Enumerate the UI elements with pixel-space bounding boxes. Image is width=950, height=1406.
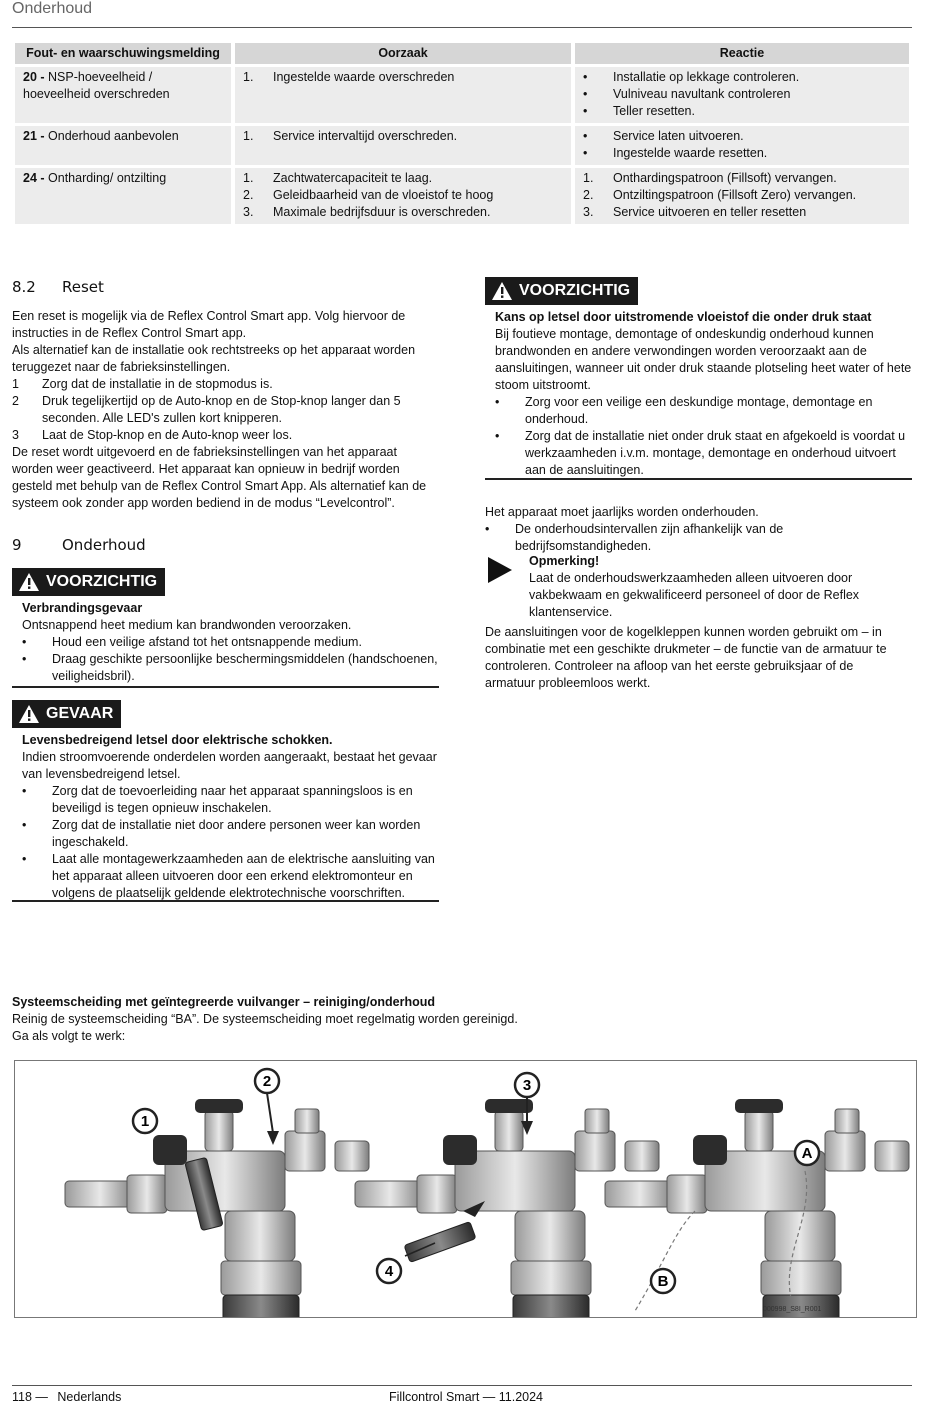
danger-items — [22, 783, 439, 902]
footer-dash: — — [35, 1390, 48, 1404]
list-item — [22, 783, 439, 817]
item-text: Maximale bedrijfsduur is overschreden. — [273, 205, 491, 219]
paragraph: Een reset is mogelijk via de Reflex Control Smart app. Volg hiervoor de instructies in de Reflex Control Smart app. — [12, 309, 406, 340]
item-text: Vulniveau navultank controleren — [613, 87, 791, 101]
item-text: Teller resetten. — [613, 104, 695, 118]
callout-label: 4 — [384, 1263, 394, 1280]
list-marker: • — [583, 104, 588, 118]
list-item — [583, 86, 901, 103]
danger-box-electric — [12, 700, 439, 902]
callout-label: B — [657, 1273, 669, 1290]
paragraph: De reset wordt uitgevoerd en de fabrieksinstellingen van het apparaat worden weer geactiveerd. Het apparaat kan opnieuw in bedrijf worden gesteld met behulp van de Reflex Control Smart App. Als alternatief kan de systeem ook zonder app worden bediend in de modus “Levelcontrol”. — [12, 445, 427, 510]
list-item — [243, 187, 563, 204]
list-item — [583, 128, 901, 145]
list-item — [583, 170, 901, 187]
bullet: • — [22, 784, 27, 798]
item-text: Ontziltingspatroon (Fillsoft Zero) vervangen. — [613, 188, 857, 202]
warning-triangle-icon — [18, 572, 40, 592]
step-number: 1 — [12, 377, 19, 391]
list-marker: 1. — [243, 70, 254, 84]
list-item — [243, 128, 563, 145]
caution-items — [22, 634, 439, 685]
step-text: Druk tegelijkertijd op de Auto-knop en de Stop-knop langer dan 5 seconden. Alle LED's zullen kort knipperen. — [42, 394, 401, 425]
error-code: 21 - — [23, 129, 45, 143]
step-number: 3 — [12, 428, 19, 442]
table-row — [15, 168, 909, 224]
caution-badge — [485, 277, 638, 305]
list-marker: 1. — [243, 129, 254, 143]
callout-label: 1 — [140, 1113, 150, 1130]
error-message: NSP-hoeveelheid / hoeveelheid overschreden — [23, 70, 170, 101]
list-marker: • — [583, 146, 588, 160]
item-text: Houd een veilige afstand tot het ontsnappende medium. — [52, 635, 362, 649]
callout-label: A — [801, 1145, 813, 1162]
item-text: Geleidbaarheid van de vloeistof te hoog — [273, 188, 494, 202]
section-title: Onderhoud — [62, 536, 146, 554]
message-cell — [15, 67, 231, 123]
section-heading-reset — [12, 279, 104, 296]
cause-cell — [235, 67, 571, 123]
item-text: Ingestelde waarde overschreden — [273, 70, 455, 84]
reset-steps — [12, 376, 427, 444]
cause-list — [243, 128, 563, 145]
paragraph: Ga als volgt te werk: — [12, 1029, 126, 1043]
bullet: • — [495, 429, 500, 443]
table-body — [15, 67, 909, 224]
note-box — [488, 553, 912, 621]
bullet: • — [485, 522, 490, 536]
bullet: • — [22, 652, 27, 666]
list-item — [243, 170, 563, 187]
error-code: 20 - — [23, 70, 45, 84]
footer-language: Nederlands — [57, 1390, 122, 1404]
callout-A — [795, 1141, 819, 1165]
step-number: 2 — [12, 394, 19, 408]
list-item — [495, 428, 912, 479]
reaction-list — [583, 128, 901, 162]
list-item — [243, 69, 563, 86]
item-text: Zorg dat de installatie niet door andere personen weer kan worden ingeschakeld. — [52, 818, 421, 849]
valve-assembly-2 — [355, 1099, 659, 1317]
arrow-right-icon — [488, 557, 512, 583]
arrow-down-icon — [267, 1131, 279, 1145]
column-header: Oorzaak — [235, 43, 571, 64]
item-text: Zachtwatercapaciteit te laag. — [273, 171, 433, 185]
footer-document: Fillcontrol Smart — 11.2024 — [389, 1390, 543, 1404]
separation-section — [12, 994, 892, 1045]
page-number: 118 — [12, 1390, 32, 1404]
ballvalve-paragraph: De aansluitingen voor de kogelkleppen kunnen worden gebruikt om – in combinatie met een geschikte drukmeter – de functie van de armatuur te controleren. Controleer na afloop van het eerste gebruiksjaar of de armatuur probleemloos werkt. — [485, 625, 887, 690]
caution-badge — [12, 568, 165, 596]
callout-label: 2 — [262, 1073, 272, 1090]
list-marker: 1. — [583, 171, 594, 185]
page-header-title: Onderhoud — [12, 0, 93, 17]
list-marker: 3. — [243, 205, 254, 219]
list-item — [22, 817, 439, 851]
list-item — [12, 427, 427, 444]
list-marker: • — [583, 70, 588, 84]
reset-body — [12, 308, 427, 512]
callout-2 — [255, 1069, 279, 1093]
caution-heading: Verbrandingsgevaar — [22, 601, 143, 615]
list-item — [22, 651, 439, 685]
annual-maintenance — [485, 504, 912, 555]
pointer-line — [267, 1093, 273, 1133]
list-marker: 2. — [583, 188, 594, 202]
item-text: Service laten uitvoeren. — [613, 129, 744, 143]
danger-heading: Levensbedreigend letsel door elektrische schokken. — [22, 733, 333, 747]
footer-left — [12, 1389, 121, 1406]
section-heading-onderhoud — [12, 537, 146, 554]
item-text: Zorg dat de toevoerleiding naar het apparaat spanningsloos is en beveiligd is tegen opnieuw inschakelen. — [52, 784, 413, 815]
reaction-cell — [575, 168, 909, 224]
danger-label: GEVAAR — [46, 705, 114, 722]
caution-box-pressure — [485, 277, 912, 480]
cause-list — [243, 170, 563, 221]
item-text: Laat alle montagewerkzaamheden aan de elektrische aansluiting van het apparaat alleen uitvoeren door een erkend elektromonteur en volgens de plaatselijk geldende elektrotechnische voorschriften. — [52, 852, 435, 900]
cause-list — [243, 69, 563, 86]
section-title: Reset — [62, 278, 104, 296]
item-text: Service uitvoeren en teller resetten — [613, 205, 807, 219]
list-item — [485, 521, 912, 555]
warning-triangle-icon — [491, 281, 513, 301]
callout-3 — [515, 1073, 539, 1097]
separation-heading: Systeemscheiding met geïntegreerde vuilvanger – reiniging/onderhoud — [12, 995, 436, 1009]
list-item — [243, 204, 563, 221]
footer-divider — [12, 1385, 912, 1386]
step-text: Zorg dat de installatie in de stopmodus is. — [42, 377, 273, 391]
list-marker: • — [583, 87, 588, 101]
caution-text: Bij foutieve montage, demontage of ondeskundig onderhoud kunnen brandwonden en andere verwondingen worden veroorzaakt aan de aansluitingen, wanneer uit onder druk staande plotseling heet water of hete stoom uitstroomt. — [495, 327, 912, 392]
list-item — [583, 187, 901, 204]
item-text: Zorg voor een veilige een deskundige montage, demontage en onderhoud. — [525, 395, 873, 426]
paragraph: Het apparaat moet jaarlijks worden onderhouden. — [485, 505, 759, 519]
item-text: De onderhoudsintervallen zijn afhankelijk van de bedrijfsomstandigheden. — [515, 522, 784, 553]
hose — [635, 1211, 695, 1311]
figure-reference: 000998_S8I_R001 — [763, 1306, 822, 1313]
list-item — [583, 69, 901, 86]
list-marker: 3. — [583, 205, 594, 219]
cause-cell — [235, 126, 571, 165]
item-text: Installatie op lekkage controleren. — [613, 70, 800, 84]
item-text: Onthardingspatroon (Fillsoft) vervangen. — [613, 171, 837, 185]
caution-text: Ontsnappend heet medium kan brandwonden veroorzaken. — [22, 618, 352, 632]
caution-heading: Kans op letsel door uitstromende vloeistof die onder druk staat — [495, 310, 872, 324]
paragraph: Als alternatief kan de installatie ook rechtstreeks op het apparaat worden teruggezet naar de fabrieksinstellingen. — [12, 343, 416, 374]
caution-box-burn — [12, 568, 439, 688]
caution-label: VOORZICHTIG — [46, 573, 158, 590]
callout-label: 3 — [522, 1077, 532, 1094]
list-item — [583, 204, 901, 221]
error-message: Ontharding/ ontzilting — [44, 171, 167, 185]
list-marker: 2. — [243, 188, 254, 202]
error-code: 24 - — [23, 171, 45, 185]
reaction-cell — [575, 67, 909, 123]
reaction-list — [583, 170, 901, 221]
danger-text: Indien stroomvoerende onderdelen worden aangeraakt, bestaat het gevaar van levensbedreigend letsel. — [22, 750, 437, 781]
reaction-cell — [575, 126, 909, 165]
danger-badge — [12, 700, 121, 728]
reaction-list — [583, 69, 901, 120]
column-header: Fout- en waarschuwingsmelding — [15, 43, 231, 64]
message-cell — [15, 168, 231, 224]
caution-label: VOORZICHTIG — [519, 282, 631, 299]
error-table — [11, 40, 913, 227]
item-text: Service intervaltijd overschreden. — [273, 129, 458, 143]
cause-cell — [235, 168, 571, 224]
list-item — [12, 393, 427, 427]
table-row — [15, 126, 909, 165]
list-item — [495, 394, 912, 428]
message-cell — [15, 126, 231, 165]
note-text: Laat de onderhoudswerkzaamheden alleen uitvoeren door vakbekwaam en gekwalificeerd personeel of door de Reflex klantenservice. — [529, 571, 860, 619]
list-marker: • — [583, 129, 588, 143]
filter-cartridge-2 — [404, 1222, 476, 1263]
bullet: • — [495, 395, 500, 409]
section-number: 9 — [12, 536, 22, 554]
list-item — [583, 103, 901, 120]
header-divider — [12, 27, 912, 28]
bullet: • — [22, 635, 27, 649]
item-text: Zorg dat de installatie niet onder druk staat en afgekoeld is voordat u werkzaamheden i.v.m. montage, demontage en onderhoud uitvoert aan de aansluitingen. — [525, 429, 906, 477]
list-item — [22, 851, 439, 902]
warning-triangle-icon — [18, 704, 40, 724]
list-item — [22, 634, 439, 651]
note-title: Opmerking! — [529, 554, 600, 568]
bullet: • — [22, 852, 27, 866]
step-text: Laat de Stop-knop en de Auto-knop weer los. — [42, 428, 293, 442]
item-text: Ingestelde waarde resetten. — [613, 146, 768, 160]
bullet: • — [22, 818, 27, 832]
section-number: 8.2 — [12, 278, 36, 296]
list-item — [583, 145, 901, 162]
callout-1 — [133, 1109, 157, 1133]
valve-assembly-illustration — [15, 1061, 916, 1317]
column-header: Reactie — [575, 43, 909, 64]
callout-B — [651, 1269, 675, 1293]
maintenance-illustration — [14, 1060, 917, 1318]
list-item — [12, 376, 427, 393]
table-row — [15, 67, 909, 123]
item-text: Draag geschikte persoonlijke beschermingsmiddelen (handschoenen, veiligheidsbril). — [52, 652, 438, 683]
table-header-row — [15, 43, 909, 64]
caution-items — [495, 394, 912, 479]
annual-items — [485, 521, 912, 555]
paragraph: Reinig de systeemscheiding “BA”. De systeemscheiding moet regelmatig worden gereinigd. — [12, 1012, 518, 1026]
error-message: Onderhoud aanbevolen — [44, 129, 179, 143]
callout-4 — [377, 1259, 401, 1283]
list-marker: 1. — [243, 171, 254, 185]
